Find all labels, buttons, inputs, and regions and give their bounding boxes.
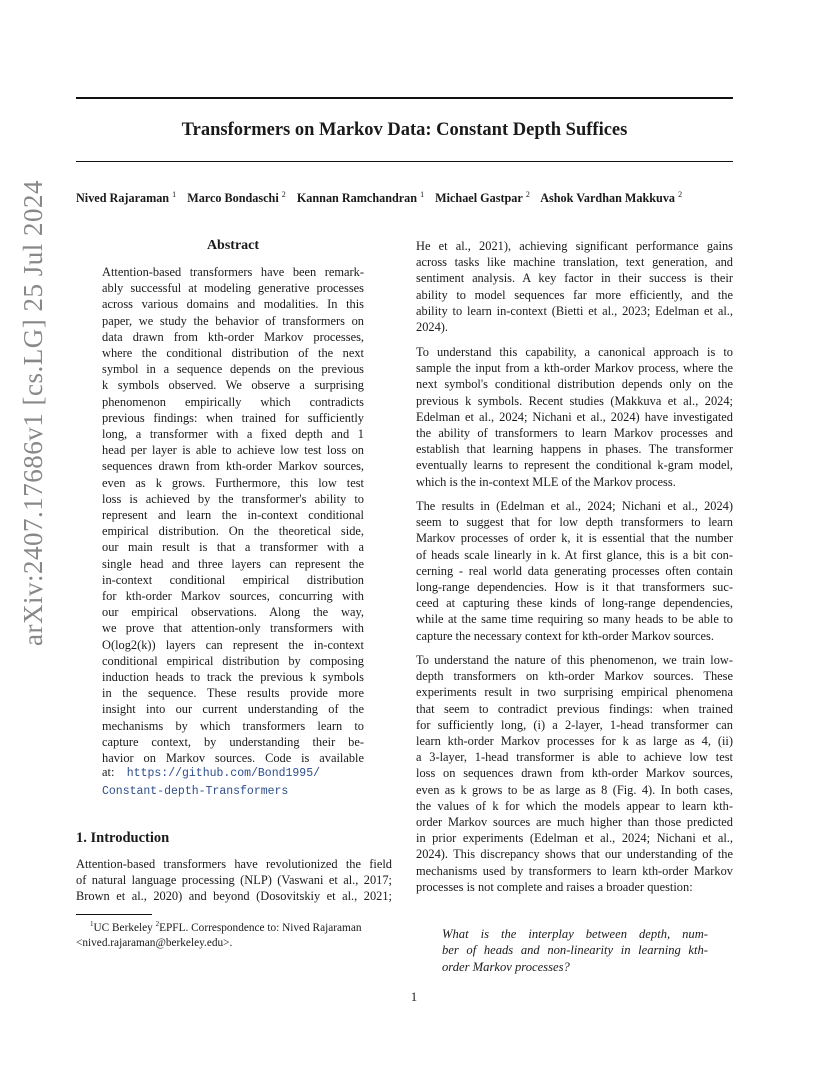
text-line: of natural language processing (NLP) (Vaswani et al., 2017; <box>76 873 392 888</box>
text-line: mechanisms by which transformers learn to <box>102 718 364 733</box>
text-line: order Markov sources are much higher than those predicted <box>416 815 733 830</box>
text-line: ability to model sequences far more efficiently, and the <box>416 287 733 302</box>
author-list <box>76 190 756 206</box>
text-line: represent and learn the in-context conditional <box>102 508 364 523</box>
text-line: depth transformers on kth-order Markov sources. These <box>416 669 733 684</box>
text-line: in-context conditional empirical distribution <box>102 572 364 587</box>
text-line: To understand this capability, a canonical approach is to <box>416 345 733 359</box>
text-line: even as k grows. Furthermore, this low test <box>102 475 364 490</box>
code-url[interactable]: https://github.com/Bond1995/ <box>126 767 321 780</box>
text-line: learn kth-order Markov processes for k as large as 4, (ii) <box>416 734 733 749</box>
author: Nived Rajaraman $^1$ <box>76 190 177 206</box>
text-line: previous k symbols. Recent studies (Makkuva et al., 2024; <box>416 393 733 408</box>
text-line: for sufficiently long, (i) a 2-layer, 1-head transformer can <box>416 717 733 732</box>
text-line: establish that learning happens in phases. The transformer <box>416 442 733 457</box>
text-line: capture the necessary context for kth-order Markov sources. <box>416 628 714 643</box>
research-question <box>442 926 708 975</box>
text-line: cerning - real world data generating processes often contain <box>416 563 733 578</box>
footnote <box>76 917 392 951</box>
title-top-rule <box>76 97 733 99</box>
text-line: insight into our current understanding of the <box>102 702 364 717</box>
text-line: our empirical observations. Along the way, <box>102 605 364 620</box>
text-line: phenomenon empirically which contradicts <box>102 394 364 409</box>
text-line: O(log2(k)) layers can represent the in-context <box>102 637 364 652</box>
text-line: 2024). <box>416 320 449 335</box>
text-line: ability to learn in-context (Bietti et al., 2023; Edelman et al., <box>416 303 733 318</box>
text-line: data drawn from kth-order Markov processes, <box>102 329 364 344</box>
text-line: we prove that attention-only transformers with <box>102 621 364 636</box>
title-bottom-rule <box>76 161 733 162</box>
text-line: long-range dependencies. How is it that transformers suc- <box>416 580 733 595</box>
text-line: even as k grows to be as large as 8 (Fig. 4). In both cases, <box>416 782 733 797</box>
text-line: To understand the nature of this phenomenon, we train low- <box>416 653 733 667</box>
text-line: 2024). This discrepancy shows that our understanding of the <box>416 847 733 862</box>
author: Michael Gastpar $^2$ <box>435 190 530 206</box>
code-url[interactable]: Constant-depth-Transformers <box>102 785 289 799</box>
text-line: paper, we study the behavior of transformers on <box>102 313 364 328</box>
text-line: symbol in a sequence depends on the previous <box>102 362 364 377</box>
page-number: 1 <box>410 990 418 1004</box>
right-paragraph-1 <box>416 238 733 335</box>
text-line: eventually learns to represent the conditional k-gram model, <box>416 458 733 473</box>
text-line: Markov processes of order k, it is essential that the number <box>416 531 733 546</box>
text-line: head per layer is able to achieve low test loss on <box>102 443 364 458</box>
text-line: which is the in-context MLE of the Markov process. <box>416 474 676 489</box>
text-line: the values of k for which the models appear to learn kth- <box>416 798 733 813</box>
text-line: ber of heads and non-linearity in learning kth- <box>442 943 708 958</box>
text-line: conditional empirical distribution by composing <box>102 653 364 668</box>
text-line: single head and three layers can represent the <box>102 556 364 571</box>
right-paragraph-4 <box>416 652 733 895</box>
text-line: across tasks like machine translation, text generation, and <box>416 255 733 270</box>
text-line: He et al., 2021), achieving significant performance gains <box>416 239 733 253</box>
text-line: processes is not complete and raises a broader question: <box>416 879 693 894</box>
text-line: havior on Markov sources. Code is available <box>102 751 364 766</box>
footnote-rule <box>76 914 152 915</box>
text-line: for kth-order Markov sources, concurring with <box>102 589 364 604</box>
text-line: sequences drawn from kth-order Markov sources, <box>102 459 364 474</box>
text-line: ably successful at modeling generative processes <box>102 281 364 296</box>
text-line: capture context, by understanding their be- <box>102 734 364 749</box>
text-line: k symbols observed. We observe a surprising <box>102 378 364 393</box>
text-line: sentiment analysis. A key factor in their success is their <box>416 271 733 286</box>
right-paragraph-2 <box>416 344 733 490</box>
text-line: across various domains and modalities. In this <box>102 297 364 312</box>
text-line: Brown et al., 2020) and beyond (Dosovitskiy et al., 2021; <box>76 889 392 904</box>
text-line: loss is achieved by the transformer's ability to <box>102 491 364 506</box>
text-line: where the conditional distribution of the next <box>102 346 364 361</box>
text-line: order Markov processes? <box>442 959 570 974</box>
text-line: sample the input from a kth-order Markov process, where the <box>416 361 733 376</box>
footnote-affiliations: $^1$UC Berkeley $^2$EPFL. Correspondence to: Nived Rajaraman <box>90 920 362 934</box>
text-line: induction heads to track the previous k symbols <box>102 670 364 685</box>
right-paragraph-3 <box>416 498 733 644</box>
text-line: Attention-based transformers have revolutionized the field <box>76 857 392 871</box>
arxiv-identifier: arXiv:2407.17686v1 [cs.LG] 25 Jul 2024 <box>18 180 48 646</box>
text-line: Attention-based transformers have been remark- <box>102 265 364 279</box>
footnote-email: <nived.rajaraman@berkeley.edu>. <box>76 936 233 949</box>
text-line: previous findings: when trained for sufficiently <box>102 410 364 425</box>
paper-title: Transformers on Markov Data: Constant Depth Suffices <box>181 120 628 140</box>
text-line: while at the same time requiring so many heads to be able to <box>416 612 733 627</box>
text-line: empirical distribution. On the theoretical side, <box>102 524 364 539</box>
text-line: Edelman et al., 2024; Nichani et al., 2024) have investigated <box>416 409 733 424</box>
text-line: mechanisms used by transformers to learn kth-order Markov <box>416 863 733 878</box>
author: Marco Bondaschi $^2$ <box>187 190 286 206</box>
text-line: ceed at capturing these kinds of long-range dependencies, <box>416 596 733 611</box>
text-line: loss on sequences drawn from kth-order Markov sources, <box>416 766 733 781</box>
author: Ashok Vardhan Makkuva $^2$ <box>540 190 683 206</box>
abstract-heading: Abstract <box>206 238 260 253</box>
text-line: the ability of transformers to learn Markov processes and <box>416 426 733 441</box>
text-line: a 3-layer, 1-head transformer is able to achieve low test <box>416 750 733 765</box>
text-line: next symbol's conditional distribution depends only on the <box>416 377 733 392</box>
text-line: experiments result in two surprising empirical phenomena <box>416 685 733 700</box>
text-line: The results in (Edelman et al., 2024; Nichani et al., 2024) <box>416 499 733 513</box>
text-line: long, a transformer with a fixed depth and 1 <box>102 427 364 442</box>
text-line: What is the interplay between depth, num- <box>442 927 708 941</box>
text-line: our main result is that a transformer with a <box>102 540 364 555</box>
text-line: seem to suggest that for low depth transformers to learn <box>416 515 733 530</box>
text-line: in prior experiments (Edelman et al., 2024; Nichani et al., <box>416 831 733 846</box>
section-heading-introduction: 1. Introduction <box>76 830 170 846</box>
introduction-body <box>76 856 392 905</box>
text-line: in the sequence. These results provide more <box>102 686 364 701</box>
abstract-body <box>102 264 364 766</box>
text-line: of heads scale linearly in k. At first glance, this is a bit con- <box>416 547 733 562</box>
author: Kannan Ramchandran $^1$ <box>296 190 425 206</box>
abstract-code-link[interactable]: at: https://github.com/Bond1995/ Constant-depth-Transformers <box>102 765 321 799</box>
text-line: that seem to contradict previous findings: when trained <box>416 701 733 716</box>
